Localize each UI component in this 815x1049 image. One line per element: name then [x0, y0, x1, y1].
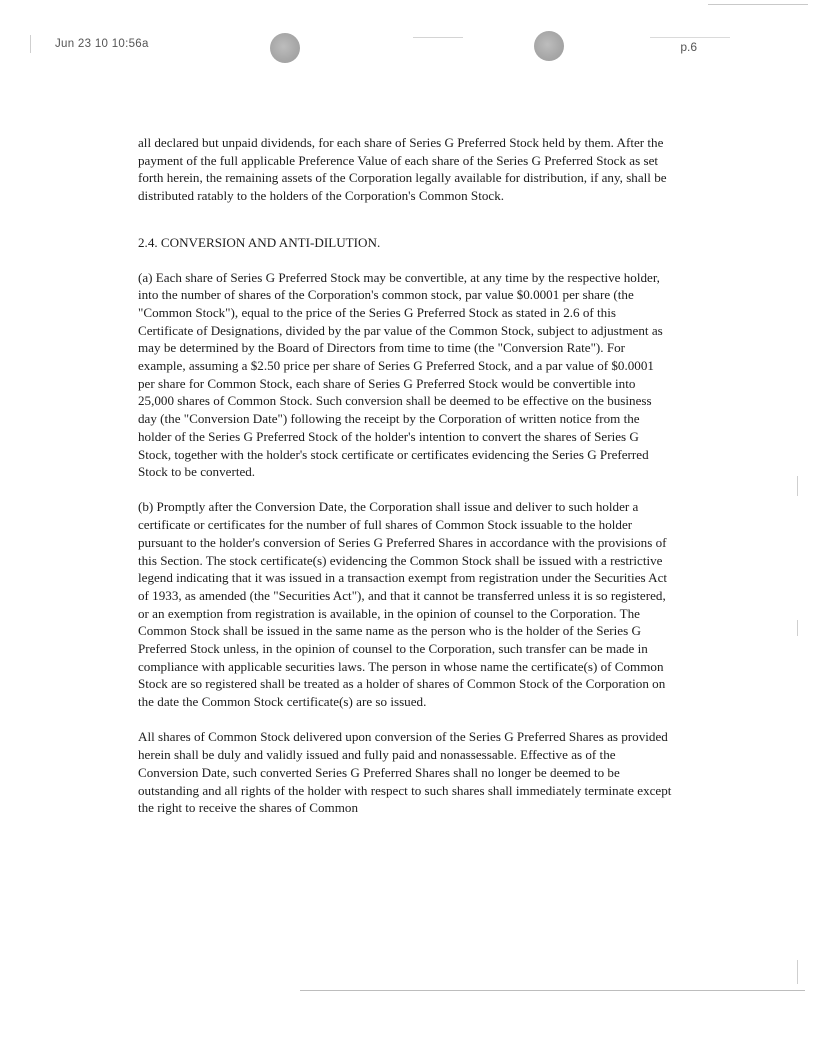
fax-page-number: p.6: [680, 40, 697, 54]
scan-artifact-line: [300, 990, 805, 991]
paragraph-c: All shares of Common Stock delivered upon conversion of the Series G Preferred Shares as provided herein shall be duly and validly issued and fully paid and nonassessable. Effective as of the Conversion Date, such converted Series G Preferred Shares shall no longer be deemed to be outstanding and all rights of the holder with respect to such shares shall immediately terminate except the right to receive the shares of Common: [138, 729, 672, 816]
scan-edge-mark: [797, 620, 798, 636]
punch-hole-right: [534, 31, 564, 61]
scan-artifact-line: [413, 37, 463, 38]
scan-edge-mark: [30, 35, 31, 53]
document-body: [138, 134, 673, 834]
scan-artifact-line: [650, 37, 730, 38]
section-heading: 2.4. CONVERSION AND ANTI-DILUTION.: [138, 234, 381, 250]
paragraph-continuation: all declared but unpaid dividends, for each share of Series G Preferred Stock held by them. After the payment of the full applicable Preference Value of each share of the Series G Preferred Stock as set forth herein, the remaining assets of the Corporation legally available for distribution, if any, shall be distributed ratably to the holders of the Corporation's Common Stock.: [138, 135, 667, 204]
scan-edge-mark: [797, 476, 798, 496]
fax-timestamp: Jun 23 10 10:56a: [55, 38, 149, 50]
paragraph-a: (a) Each share of Series G Preferred Stock may be convertible, at any time by the respective holder, into the number of shares of the Corporation's common stock, par value $0.0001 per share (the "Common Stock"), equal to the price of the Series G Preferred Stock as stated in 2.6 of this Certificate of Designations, divided by the par value of the Common Stock, subject to adjustment as may be determined by the Board of Directors from time to time (the "Conversion Rate"). For example, assuming a $2.50 price per share of Series G Preferred Stock, and a par value of $0.0001 per share for Common Stock, each share of Series G Preferred Stock would be convertible into 25,000 shares of Common Stock. Such conversion shall be deemed to be effective on the business day (the "Conversion Date") following the receipt by the Corporation of written notice from the holder of the Series G Preferred Stock of the holder's intention to convert the shares of Series G Stock, together with the holder's stock certificate or certificates evidencing the Series G Preferred Stock to be converted.: [138, 269, 663, 480]
scan-edge-mark: [797, 960, 798, 984]
paragraph-b: (b) Promptly after the Conversion Date, the Corporation shall issue and deliver to such holder a certificate or certificates for the number of full shares of Common Stock issuable to the holder pursuant to the holder's conversion of Series G Preferred Shares in accordance with the provisions of this Section. The stock certificate(s) evidencing the Common Stock shall be issued with a restrictive legend indicating that it was issued in a transaction exempt from registration under the Securities Act of 1933, as amended (the "Securities Act"), and that it cannot be transferred unless it is so registered, or an exemption from registration is available, in the opinion of counsel to the Corporation. The Common Stock shall be issued in the same name as the person who is the holder of the Series G Preferred Stock unless, in the opinion of counsel to the Corporation, such transfer can be made in compliance with applicable securities laws. The person in whose name the certificate(s) of Common Stock are so registered shall be treated as a holder of shares of Common Stock of the Corporation on the date the Common Stock certificate(s) are so issued.: [138, 499, 668, 710]
punch-hole-left: [270, 33, 300, 63]
scan-artifact-line: [708, 4, 808, 5]
